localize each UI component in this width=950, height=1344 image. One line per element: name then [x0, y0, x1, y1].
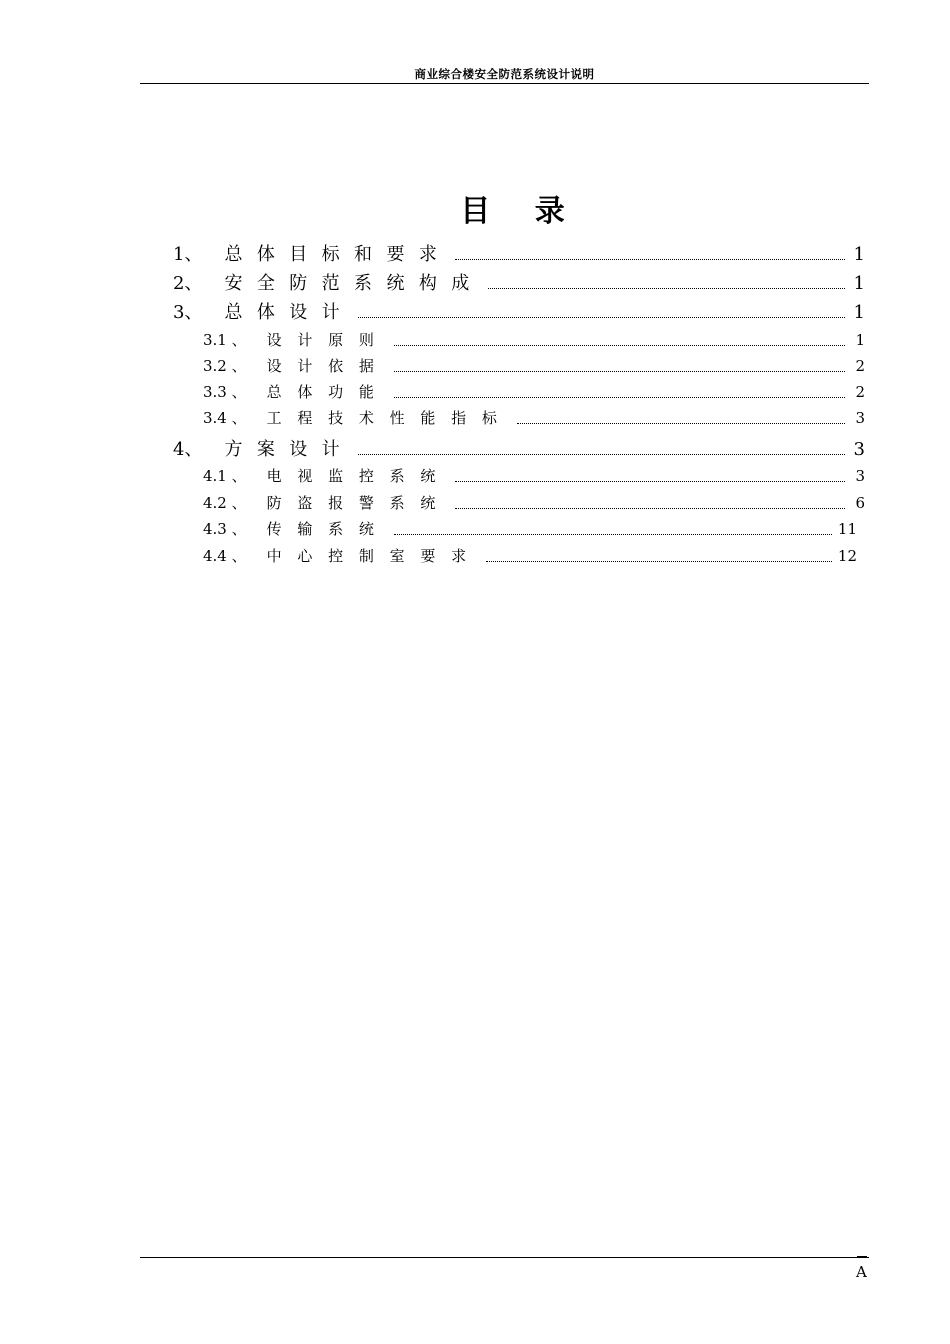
- toc-leader-dots: [394, 345, 845, 346]
- toc-entry-4-2[interactable]: [203, 492, 865, 513]
- toc-entry-page: 12: [837, 547, 857, 565]
- header-title: 商业综合楼安全防范系统设计说明: [414, 67, 595, 81]
- toc-leader-dots: [488, 288, 845, 289]
- toc-entry-page: 3: [855, 467, 865, 485]
- toc-entry-number: 3.4 、: [203, 409, 247, 427]
- toc-entry-number: 3.2 、: [203, 357, 247, 375]
- toc-entry-label: 总体功能: [266, 383, 390, 401]
- toc-entry-page: 2: [855, 383, 865, 401]
- toc-leader-dots: [486, 561, 832, 562]
- toc-entry-label: 总体设计: [224, 302, 355, 323]
- toc-entry-4-4[interactable]: [203, 545, 857, 566]
- toc-leader-dots: [455, 481, 845, 482]
- toc-entry-number: 4.4 、: [203, 547, 247, 565]
- toc-entry-page: 6: [855, 494, 865, 512]
- toc-entry-number: 3.3 、: [203, 383, 247, 401]
- footer-page-label: A: [856, 1263, 867, 1281]
- toc-entry-page: 3: [855, 409, 865, 427]
- toc-entry-label: 总体目标和要求: [224, 244, 452, 265]
- toc-entry-number: 4.1 、: [203, 467, 247, 485]
- toc-entry-label: 中心控制室要求: [266, 547, 482, 565]
- toc-entry-3-3[interactable]: [203, 381, 865, 402]
- toc-entry-page: 1: [853, 273, 865, 294]
- toc-entry-page: 2: [855, 357, 865, 375]
- toc-entry-3-2[interactable]: [203, 355, 865, 376]
- toc-entry-1[interactable]: [173, 240, 865, 266]
- toc-entry-number: 2、: [173, 273, 203, 294]
- toc-title: 目 录: [460, 194, 565, 229]
- footer-divider: [140, 1257, 869, 1258]
- toc-entry-label: 方案设计: [224, 439, 355, 460]
- toc-entry-label: 传输系统: [266, 520, 390, 538]
- toc-leader-dots: [455, 259, 845, 260]
- toc-entry-label: 防盗报警系统: [266, 494, 452, 512]
- toc-entry-page: 1: [853, 244, 865, 265]
- toc-entry-number: 3、: [173, 302, 203, 323]
- toc-entry-4-1[interactable]: [203, 465, 865, 486]
- toc-entry-page: 11: [837, 520, 857, 538]
- toc-entry-page: 1: [855, 331, 865, 349]
- toc-entry-3-4[interactable]: [203, 407, 865, 428]
- toc-entry-label: 工程技术性能指标: [266, 409, 513, 427]
- header-divider: [140, 83, 869, 84]
- toc-entry-label: 电视监控系统: [266, 467, 452, 485]
- toc-entry-2[interactable]: [173, 269, 865, 295]
- toc-entry-page: 1: [853, 302, 865, 323]
- toc-entry-4-3[interactable]: [203, 518, 857, 539]
- toc-leader-dots: [455, 508, 845, 509]
- toc-entry-number: 4.3 、: [203, 520, 247, 538]
- toc-leader-dots: [517, 423, 845, 424]
- toc-leader-dots: [394, 534, 832, 535]
- toc-entry-label: 设计原则: [266, 331, 390, 349]
- toc-leader-dots: [358, 454, 845, 455]
- toc-entry-number: 3.1 、: [203, 331, 247, 349]
- toc-entry-label: 设计依据: [266, 357, 390, 375]
- footer-divider-mark: [857, 1256, 867, 1258]
- toc-entry-number: 4、: [173, 439, 203, 460]
- toc-entry-number: 1、: [173, 244, 203, 265]
- toc-entry-label: 安全防范系统构成: [224, 273, 484, 294]
- toc-entry-number: 4.2 、: [203, 494, 247, 512]
- toc-leader-dots: [394, 397, 845, 398]
- toc-leader-dots: [394, 371, 845, 372]
- toc-entry-3-1[interactable]: [203, 329, 865, 350]
- toc-leader-dots: [358, 317, 845, 318]
- toc-entry-4[interactable]: [173, 435, 865, 461]
- toc-entry-page: 3: [853, 439, 865, 460]
- toc-entry-3[interactable]: [173, 298, 865, 324]
